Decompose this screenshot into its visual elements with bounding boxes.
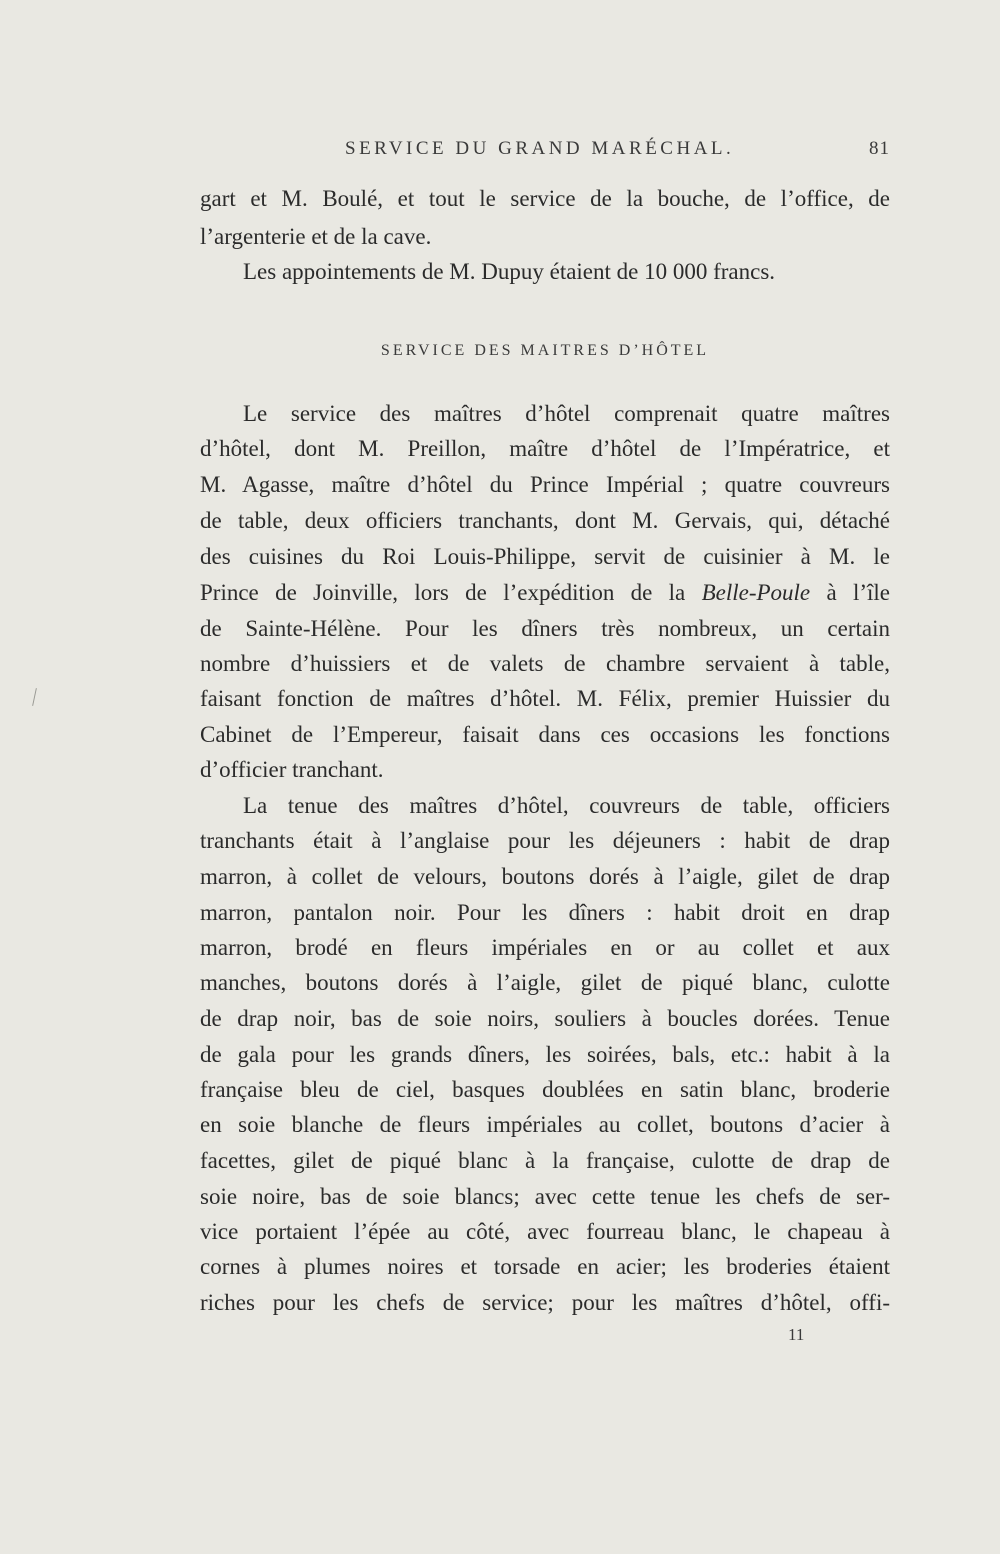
page-number: 81 [869, 138, 890, 159]
text-line [200, 580, 890, 606]
running-head-title: SERVICE DU GRAND MARÉCHAL. [345, 138, 735, 159]
text-line: de table, deux officiers tranchants, dont M. Gervais, qui, détaché [200, 508, 890, 533]
margin-mark [32, 688, 37, 706]
text-line: française bleu de ciel, basques doublées en satin blanc, broderie [200, 1077, 890, 1102]
text-line: l’argenterie et de la cave. [200, 224, 432, 249]
section-heading: SERVICE DES MAITRES D’HÔTEL [380, 342, 710, 359]
text-line: La tenue des maîtres d’hôtel, couvreurs de table, officiers [243, 793, 890, 818]
text-line: facettes, gilet de piqué blanc à la française, culotte de drap de [200, 1148, 890, 1173]
text-line: d’hôtel, dont M. Preillon, maître d’hôtel de l’Impératrice, et [200, 436, 890, 461]
text-line: nombre d’huissiers et de valets de chambre servaient à table, [200, 651, 890, 676]
text-line: de gala pour les grands dîners, les soirées, bals, etc.: habit à la [200, 1042, 890, 1067]
signature-mark: 11 [788, 1325, 805, 1344]
text-line: marron, à collet de velours, boutons dorés à l’aigle, gilet de drap [200, 864, 890, 889]
running-head [200, 138, 890, 164]
text-line: Cabinet de l’Empereur, faisait dans ces occasions les fonctions [200, 722, 890, 747]
text-line: gart et M. Boulé, et tout le service de la bouche, de l’office, de [200, 186, 890, 211]
text-line: de drap noir, bas de soie noirs, souliers à boucles dorées. Tenue [200, 1006, 890, 1031]
text-line: riches pour les chefs de service; pour les maîtres d’hôtel, offi- [200, 1290, 890, 1315]
text-line: vice portaient l’épée au côté, avec fourreau blanc, le chapeau à [200, 1219, 890, 1244]
text-line: marron, brodé en fleurs impériales en or au collet et aux [200, 935, 890, 960]
text-line: tranchants était à l’anglaise pour les déjeuners : habit de drap [200, 828, 890, 853]
ship-name-italic: Belle-Poule [701, 580, 811, 605]
text-line: en soie blanche de fleurs impériales au collet, boutons d’acier à [200, 1112, 890, 1137]
text-line: faisant fonction de maîtres d’hôtel. M. Félix, premier Huissier du [200, 686, 890, 711]
text-line: Le service des maîtres d’hôtel comprenait quatre maîtres [243, 401, 890, 426]
text-line: soie noire, bas de soie blancs; avec cette tenue les chefs de ser- [200, 1184, 890, 1209]
text-line: marron, pantalon noir. Pour les dîners : habit droit en drap [200, 900, 890, 925]
text-line: M. Agasse, maître d’hôtel du Prince Impérial ; quatre couvreurs [200, 472, 890, 497]
text-run: Prince de Joinville, lors de l’expédition de la [200, 580, 702, 605]
text-line: des cuisines du Roi Louis-Philippe, servit de cuisinier à M. le [200, 544, 890, 569]
text-line: cornes à plumes noires et torsade en acier; les broderies étaient [200, 1254, 890, 1279]
text-line: de Sainte-Hélène. Pour les dîners très nombreux, un certain [200, 616, 890, 641]
text-line: manches, boutons dorés à l’aigle, gilet de piqué blanc, culotte [200, 970, 890, 995]
text-line: d’officier tranchant. [200, 757, 384, 782]
text-line: Les appointements de M. Dupuy étaient de 10 000 francs. [243, 259, 776, 284]
text-run: à l’île [810, 580, 891, 605]
